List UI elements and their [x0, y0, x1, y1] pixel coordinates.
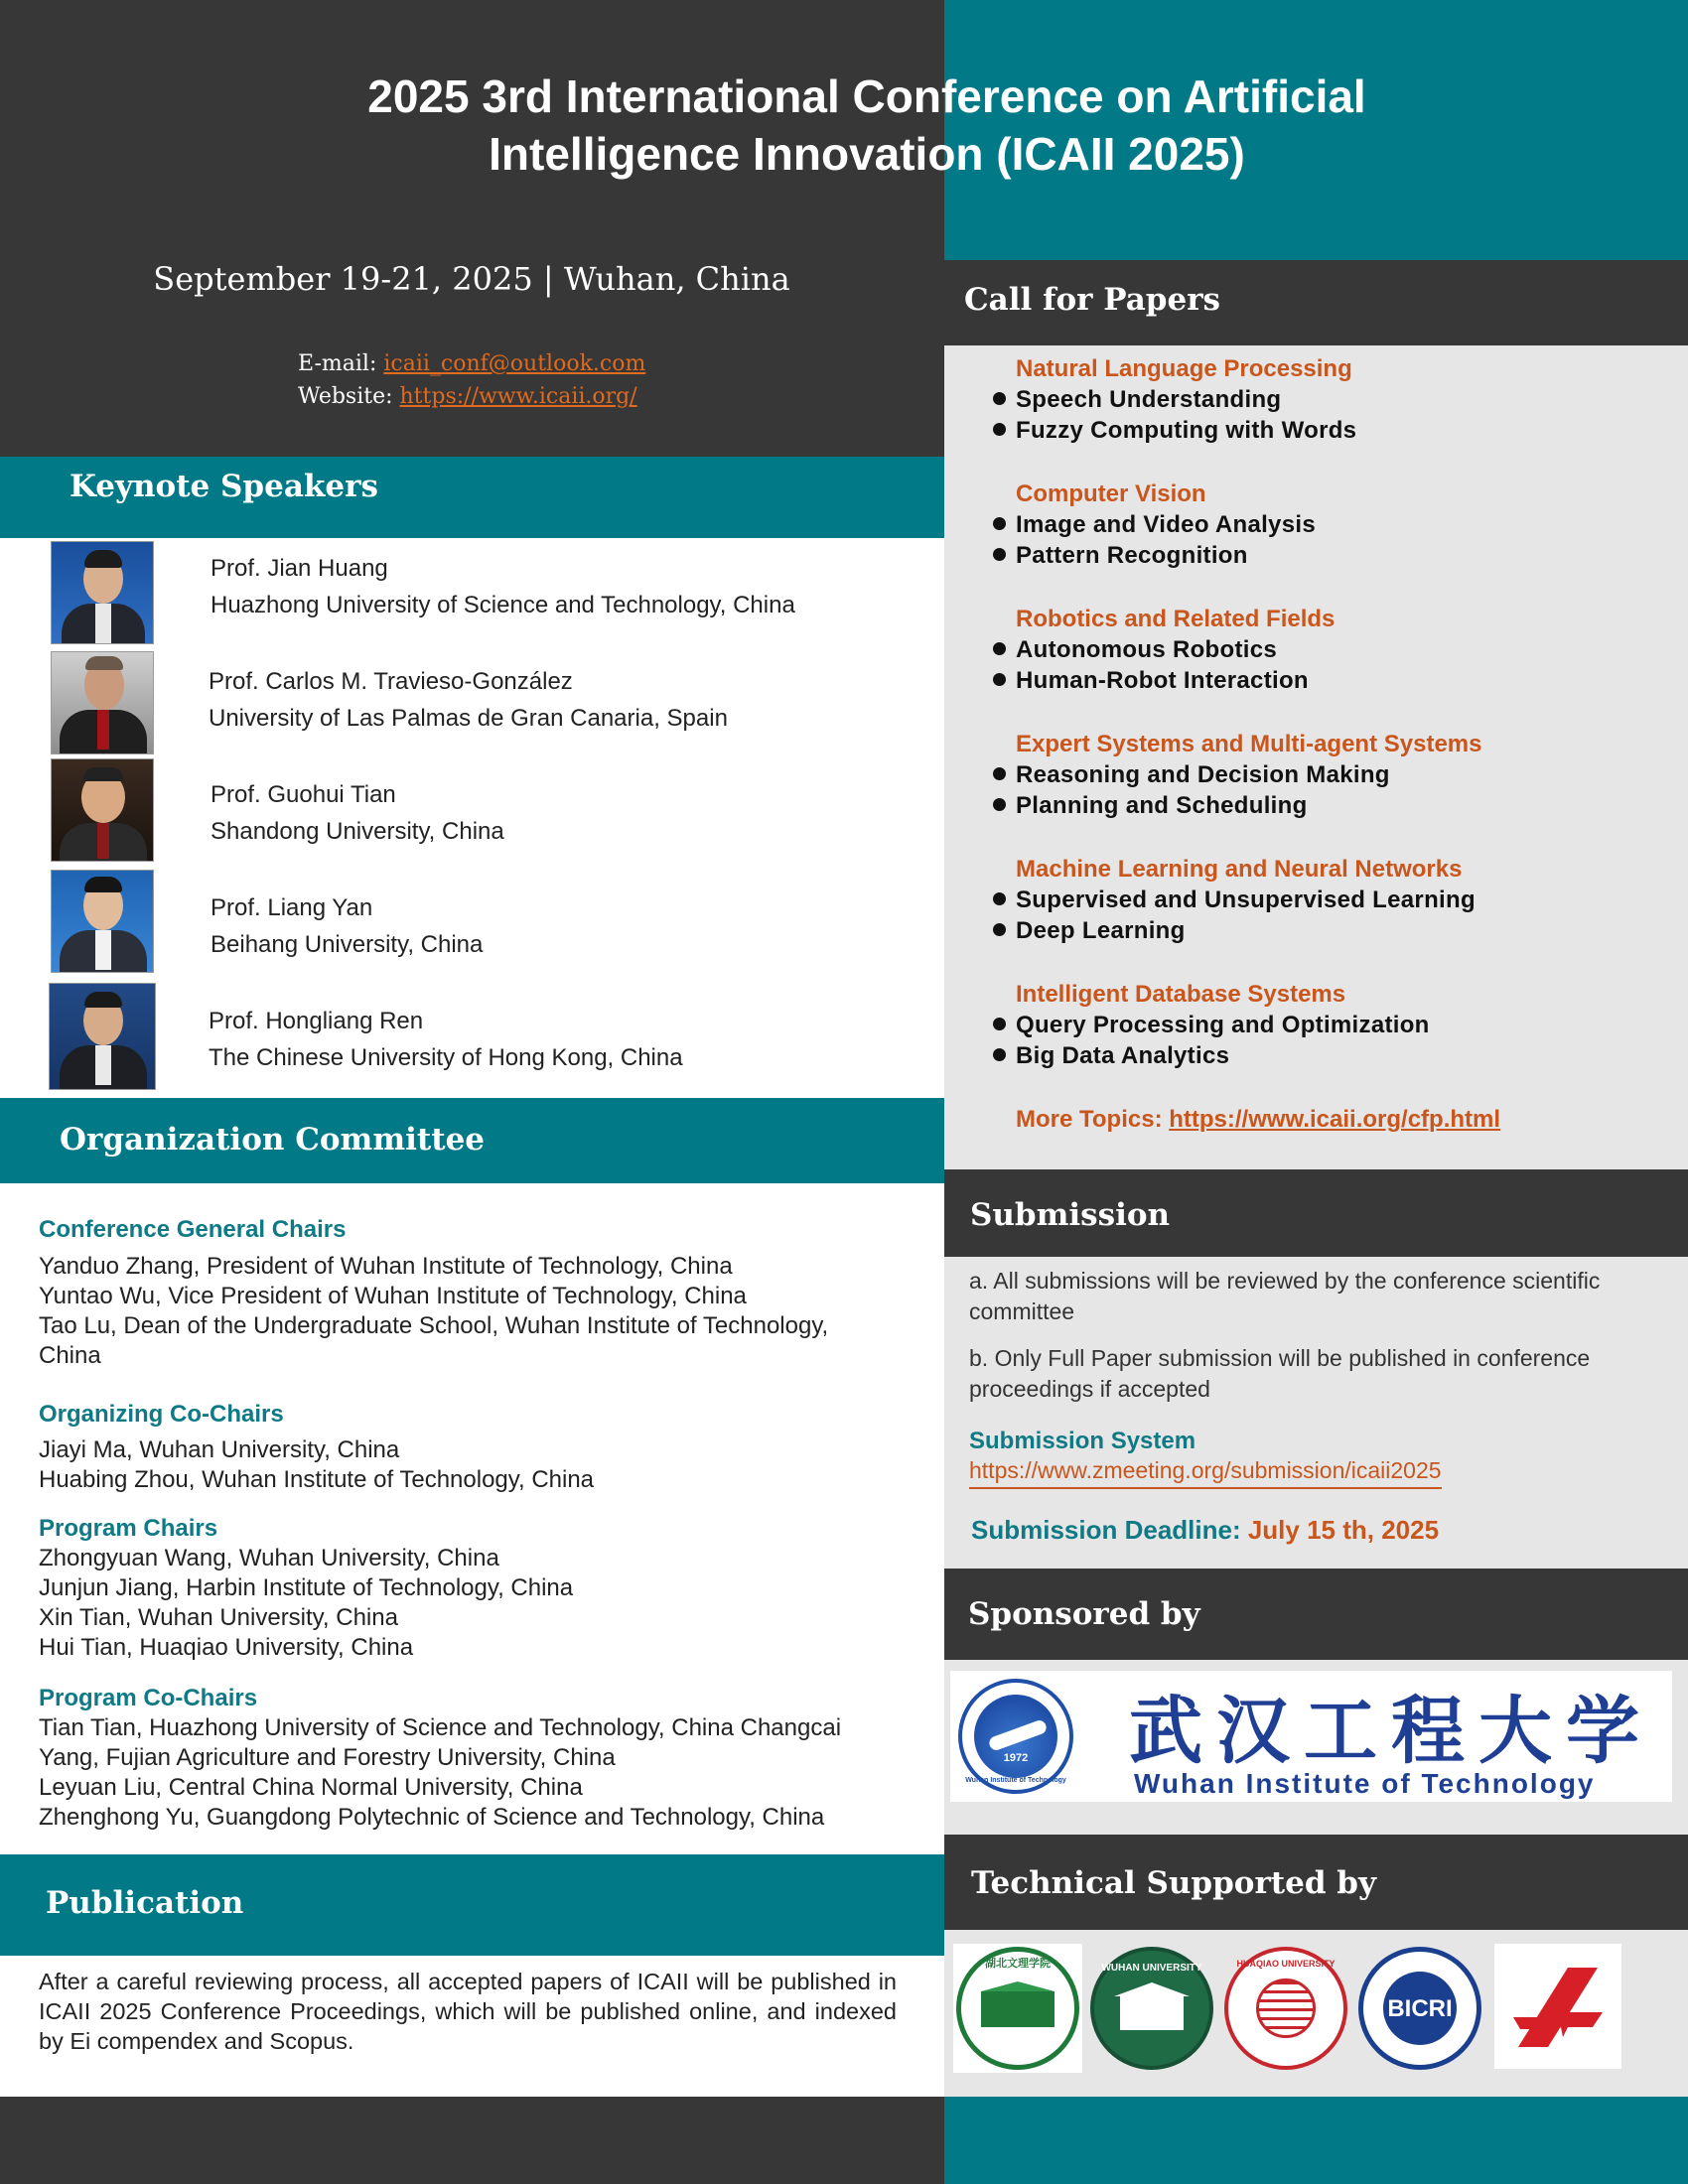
committee-member: Yang, Fujian Agriculture and Forestry University, China	[39, 1744, 616, 1771]
cfp-title: Call for Papers	[964, 282, 1220, 318]
speaker-photo	[51, 758, 154, 862]
topic-item: Query Processing and Optimization	[993, 1012, 1430, 1039]
more-topics	[1016, 1106, 1500, 1134]
wit-seal-icon	[958, 1679, 1073, 1794]
contact-info	[298, 347, 645, 413]
topic-category: Natural Language Processing	[1016, 355, 1352, 382]
speaker-photo	[49, 983, 156, 1090]
more-topics-link[interactable]: https://www.icaii.org/cfp.html	[1169, 1106, 1501, 1133]
tech-logo-huaqiao-university	[1221, 1944, 1350, 2073]
sponsor-logo	[950, 1671, 1672, 1802]
submission-note-a: a. All submissions will be reviewed by the conference scientific committee	[969, 1268, 1601, 1324]
topic-item: Reasoning and Decision Making	[993, 761, 1390, 789]
speaker-affiliation: University of Las Palmas de Gran Canaria, Spain	[209, 705, 728, 732]
speaker-affiliation: Shandong University, China	[211, 818, 504, 845]
speaker-name: Prof. Carlos M. Travieso-González	[209, 668, 573, 695]
topic-item: Deep Learning	[993, 917, 1186, 945]
title-line-1: 2025 3rd International Conference on Artificial	[367, 70, 1366, 122]
committee-member: Yuntao Wu, Vice President of Wuhan Institute of Technology, China	[39, 1283, 747, 1309]
speaker-photo	[51, 870, 154, 973]
speaker-name: Prof. Hongliang Ren	[209, 1008, 424, 1034]
submission-system-label: Submission System	[969, 1428, 1196, 1454]
website-label: Website:	[298, 384, 400, 409]
topic-item: Image and Video Analysis	[993, 511, 1316, 539]
committee-group-members	[39, 1252, 893, 1371]
topic-category: Machine Learning and Neural Networks	[1016, 856, 1463, 883]
committee-group-members	[39, 1544, 893, 1663]
speaker-name: Prof. Jian Huang	[211, 555, 388, 582]
committee-group-heading: Program Co-Chairs	[39, 1685, 258, 1711]
committee-member: Tao Lu, Dean of the Undergraduate School, Wuhan Institute of Technology,	[39, 1312, 829, 1339]
deadline-label: Submission Deadline:	[971, 1515, 1248, 1545]
huaqiao-text: HUAQIAO UNIVERSITY	[1236, 1959, 1336, 1969]
committee-member: Tian Tian, Huazhong University of Science and Technology, China Changcai	[39, 1714, 842, 1741]
bicri-text: BICRI	[1387, 1995, 1453, 2022]
committee-member: Hui Tian, Huaqiao University, China	[39, 1634, 414, 1661]
speaker-name: Prof. Liang Yan	[211, 894, 373, 921]
committee-member: Zhongyuan Wang, Wuhan University, China	[39, 1545, 499, 1571]
committee-title: Organization Committee	[60, 1122, 486, 1158]
committee-group-heading: Conference General Chairs	[39, 1216, 347, 1243]
topic-item: Pattern Recognition	[993, 542, 1248, 570]
red-emblem-icon	[1508, 1958, 1608, 2057]
title-line-2: Intelligence Innovation (ICAII 2025)	[489, 128, 1245, 180]
speaker-name: Prof. Guohui Tian	[211, 781, 396, 808]
date-location: September 19-21, 2025 | Wuhan, China	[153, 260, 790, 298]
tech-logo-wuhan-university	[1087, 1944, 1216, 2073]
topic-item: Planning and Scheduling	[993, 792, 1308, 820]
footer-right	[944, 2097, 1688, 2184]
topic-item: Speech Understanding	[993, 386, 1281, 414]
tech-logo-red-emblem	[1494, 1944, 1621, 2069]
speaker-photo	[51, 541, 154, 644]
huaqiao-seal-icon	[1224, 1947, 1347, 2070]
committee-group-members	[39, 1435, 893, 1495]
sponsor-title: Sponsored by	[968, 1596, 1200, 1632]
topic-category: Computer Vision	[1016, 480, 1206, 507]
committee-member: Yanduo Zhang, President of Wuhan Institute of Technology, China	[39, 1253, 733, 1280]
wuhan-university-text: WUHAN UNIVERSITY	[1101, 1963, 1202, 1974]
committee-group-members	[39, 1713, 893, 1833]
tech-logo-hubei-arts	[953, 1944, 1082, 2073]
seal-year: 1972	[1003, 1752, 1029, 1764]
committee-member: China	[39, 1342, 101, 1369]
topic-item: Autonomous Robotics	[993, 636, 1277, 664]
committee-group-heading: Organizing Co-Chairs	[39, 1401, 284, 1428]
deadline-date: July 15 th, 2025	[1247, 1515, 1440, 1545]
more-topics-label: More Topics:	[1016, 1106, 1170, 1133]
website-link[interactable]: https://www.icaii.org/	[399, 384, 637, 409]
submission-system-link[interactable]: https://www.zmeeting.org/submission/icaii2025	[969, 1457, 1442, 1489]
seal-text: Wuhan Institute of Technology	[965, 1777, 1066, 1784]
topic-item: Supervised and Unsupervised Learning	[993, 887, 1476, 914]
speaker-affiliation: Beihang University, China	[211, 931, 484, 958]
topic-item: Big Data Analytics	[993, 1042, 1229, 1070]
topic-item: Fuzzy Computing with Words	[993, 417, 1356, 445]
wuhan-university-seal-icon	[1090, 1947, 1213, 2070]
committee-member: Junjun Jiang, Harbin Institute of Technology, China	[39, 1574, 574, 1601]
submission-title: Submission	[970, 1197, 1171, 1233]
hubei-arts-text: 湖北文理学院	[985, 1958, 1051, 1970]
committee-member: Zhenghong Yu, Guangdong Polytechnic of Science and Technology, China	[39, 1804, 825, 1831]
topic-category: Robotics and Related Fields	[1016, 606, 1336, 632]
submission-note-b: b. Only Full Paper submission will be published in conference proceedings if accepted	[969, 1345, 1591, 1402]
email-link[interactable]: icaii_conf@outlook.com	[383, 351, 646, 376]
sponsor-name-cn: 武汉工程大学	[1129, 1689, 1653, 1774]
committee-member: Leyuan Liu, Central China Normal University, China	[39, 1774, 583, 1801]
bicri-seal-icon	[1358, 1947, 1481, 2070]
tech-support-title: Technical Supported by	[971, 1865, 1376, 1901]
footer-left	[0, 2097, 944, 2184]
keynote-title: Keynote Speakers	[70, 469, 378, 504]
committee-member: Jiayi Ma, Wuhan University, China	[39, 1436, 400, 1463]
committee-member: Xin Tian, Wuhan University, China	[39, 1604, 398, 1631]
submission-deadline	[971, 1515, 1439, 1546]
publication-title: Publication	[46, 1885, 244, 1921]
speaker-photo	[51, 651, 154, 754]
email-label: E-mail:	[298, 351, 384, 376]
speaker-affiliation: Huazhong University of Science and Technology, China	[211, 592, 795, 618]
topic-item: Human-Robot Interaction	[993, 667, 1309, 695]
speaker-affiliation: The Chinese University of Hong Kong, China	[209, 1044, 683, 1071]
topic-category: Intelligent Database Systems	[1016, 981, 1346, 1008]
conference-title	[0, 68, 1688, 183]
publication-text: After a careful reviewing process, all accepted papers of ICAII will be published in ICAII 2025 Conference Proceedings, which will be published online, and indexed by Ei compendex and Scopus.	[39, 1969, 897, 2054]
topic-category: Expert Systems and Multi-agent Systems	[1016, 731, 1482, 757]
sponsor-name-en: Wuhan Institute of Technology	[1134, 1768, 1596, 1799]
tech-logo-bicri	[1355, 1944, 1484, 2073]
committee-group-heading: Program Chairs	[39, 1515, 218, 1542]
committee-member: Huabing Zhou, Wuhan Institute of Technology, China	[39, 1466, 595, 1493]
